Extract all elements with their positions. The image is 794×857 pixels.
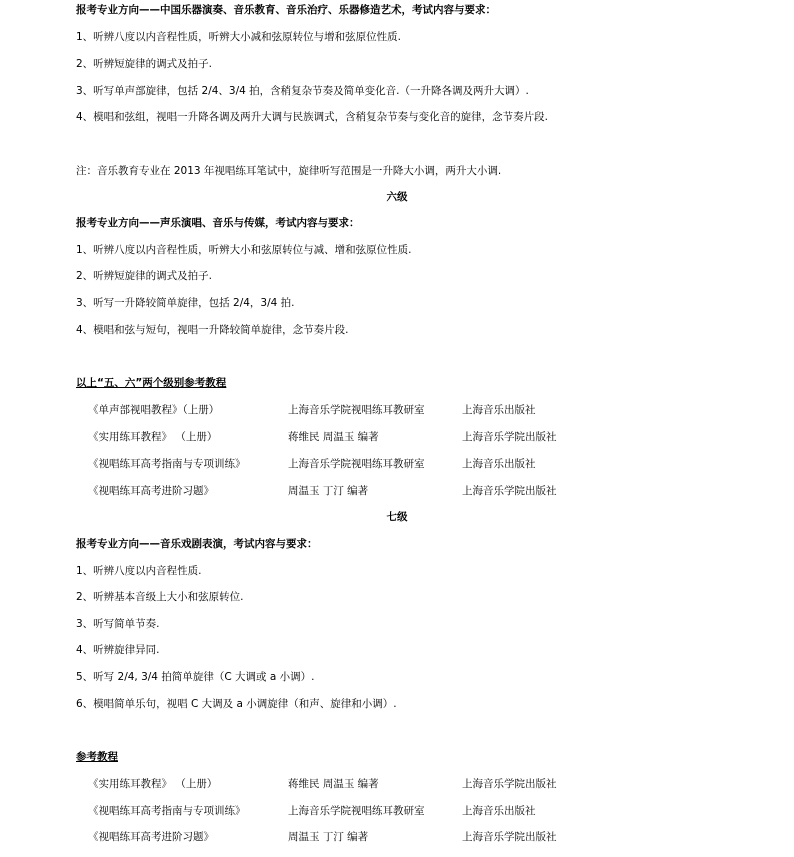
reference-publisher: 上海音乐出版社 [462,458,536,470]
reference-publisher: 上海音乐出版社 [462,805,536,817]
reference-title: 《实用练耳教程》 （上册） [88,778,218,790]
section-heading: 报考专业方向——音乐戏剧表演，考试内容与要求： [76,538,318,550]
list-item: 2、听辨基本音级上大小和弦原转位. [76,591,244,603]
section-heading: 报考专业方向——中国乐器演奏、音乐教育、音乐治疗、乐器修造艺术，考试内容与要求： [76,4,496,16]
reference-publisher: 上海音乐学院出版社 [462,778,557,790]
references-heading: 以上“五、六”两个级别参考教程 [76,377,227,389]
list-item: 4、模唱和弦与短句，视唱一升降较简单旋律，念节奏片段. [76,324,349,336]
list-item: 3、听写一升降较简单旋律，包括 2/4，3/4 拍. [76,297,295,309]
reference-publisher: 上海音乐学院出版社 [462,431,557,443]
reference-title: 《单声部视唱教程》（上册） [88,404,220,416]
reference-title: 《视唱练耳高考进阶习题》 [88,485,214,497]
reference-title: 《视唱练耳高考指南与专项训练》 [88,805,246,817]
list-item: 2、听辨短旋律的调式及拍子. [76,58,213,70]
list-item: 5、听写 2/4, 3/4 拍简单旋律（C 大调或 a 小调）. [76,671,315,683]
reference-author: 上海音乐学院视唱练耳教研室 [288,805,425,817]
reference-author: 上海音乐学院视唱练耳教研室 [288,458,425,470]
level-title: 七级 [386,511,408,523]
list-item: 2、听辨短旋律的调式及拍子. [76,270,213,282]
level-title: 六级 [386,191,408,203]
reference-author: 蒋维民 周温玉 编著 [288,431,379,443]
reference-publisher: 上海音乐学院出版社 [462,831,557,843]
reference-publisher: 上海音乐出版社 [462,404,536,416]
list-item: 3、听写单声部旋律，包括 2/4、3/4 拍，含稍复杂节奏及简单变化音.（一升降各调及两升大调）. [76,85,529,97]
list-item: 1、听辨八度以内音程性质，听辨大小和弦原转位与减、增和弦原位性质. [76,244,412,256]
reference-author: 周温玉 丁汀 编著 [288,485,369,497]
section-heading: 报考专业方向——声乐演唱、音乐与传媒，考试内容与要求： [76,217,360,229]
list-item: 4、听辨旋律异同. [76,644,160,656]
reference-author: 上海音乐学院视唱练耳教研室 [288,404,425,416]
list-item: 3、听写简单节奏. [76,618,160,630]
references-heading: 参考教程 [76,751,118,763]
reference-title: 《视唱练耳高考指南与专项训练》 [88,458,246,470]
list-item: 1、听辨八度以内音程性质，听辨大小减和弦原转位与增和弦原位性质. [76,31,402,43]
note-text: 注：音乐教育专业在 2013 年视唱练耳笔试中，旋律听写范围是一升降大小调，两升大小调. [76,165,502,177]
list-item: 4、模唱和弦组，视唱一升降各调及两升大调与民族调式，含稍复杂节奏与变化音的旋律，念节奏片段. [76,111,549,123]
reference-publisher: 上海音乐学院出版社 [462,485,557,497]
list-item: 6、模唱简单乐句，视唱 C 大调及 a 小调旋律（和声、旋律和小调）. [76,698,397,710]
reference-title: 《实用练耳教程》 （上册） [88,431,218,443]
reference-title: 《视唱练耳高考进阶习题》 [88,831,214,843]
reference-author: 周温玉 丁汀 编著 [288,831,369,843]
list-item: 1、听辨八度以内音程性质. [76,565,202,577]
reference-author: 蒋维民 周温玉 编著 [288,778,379,790]
